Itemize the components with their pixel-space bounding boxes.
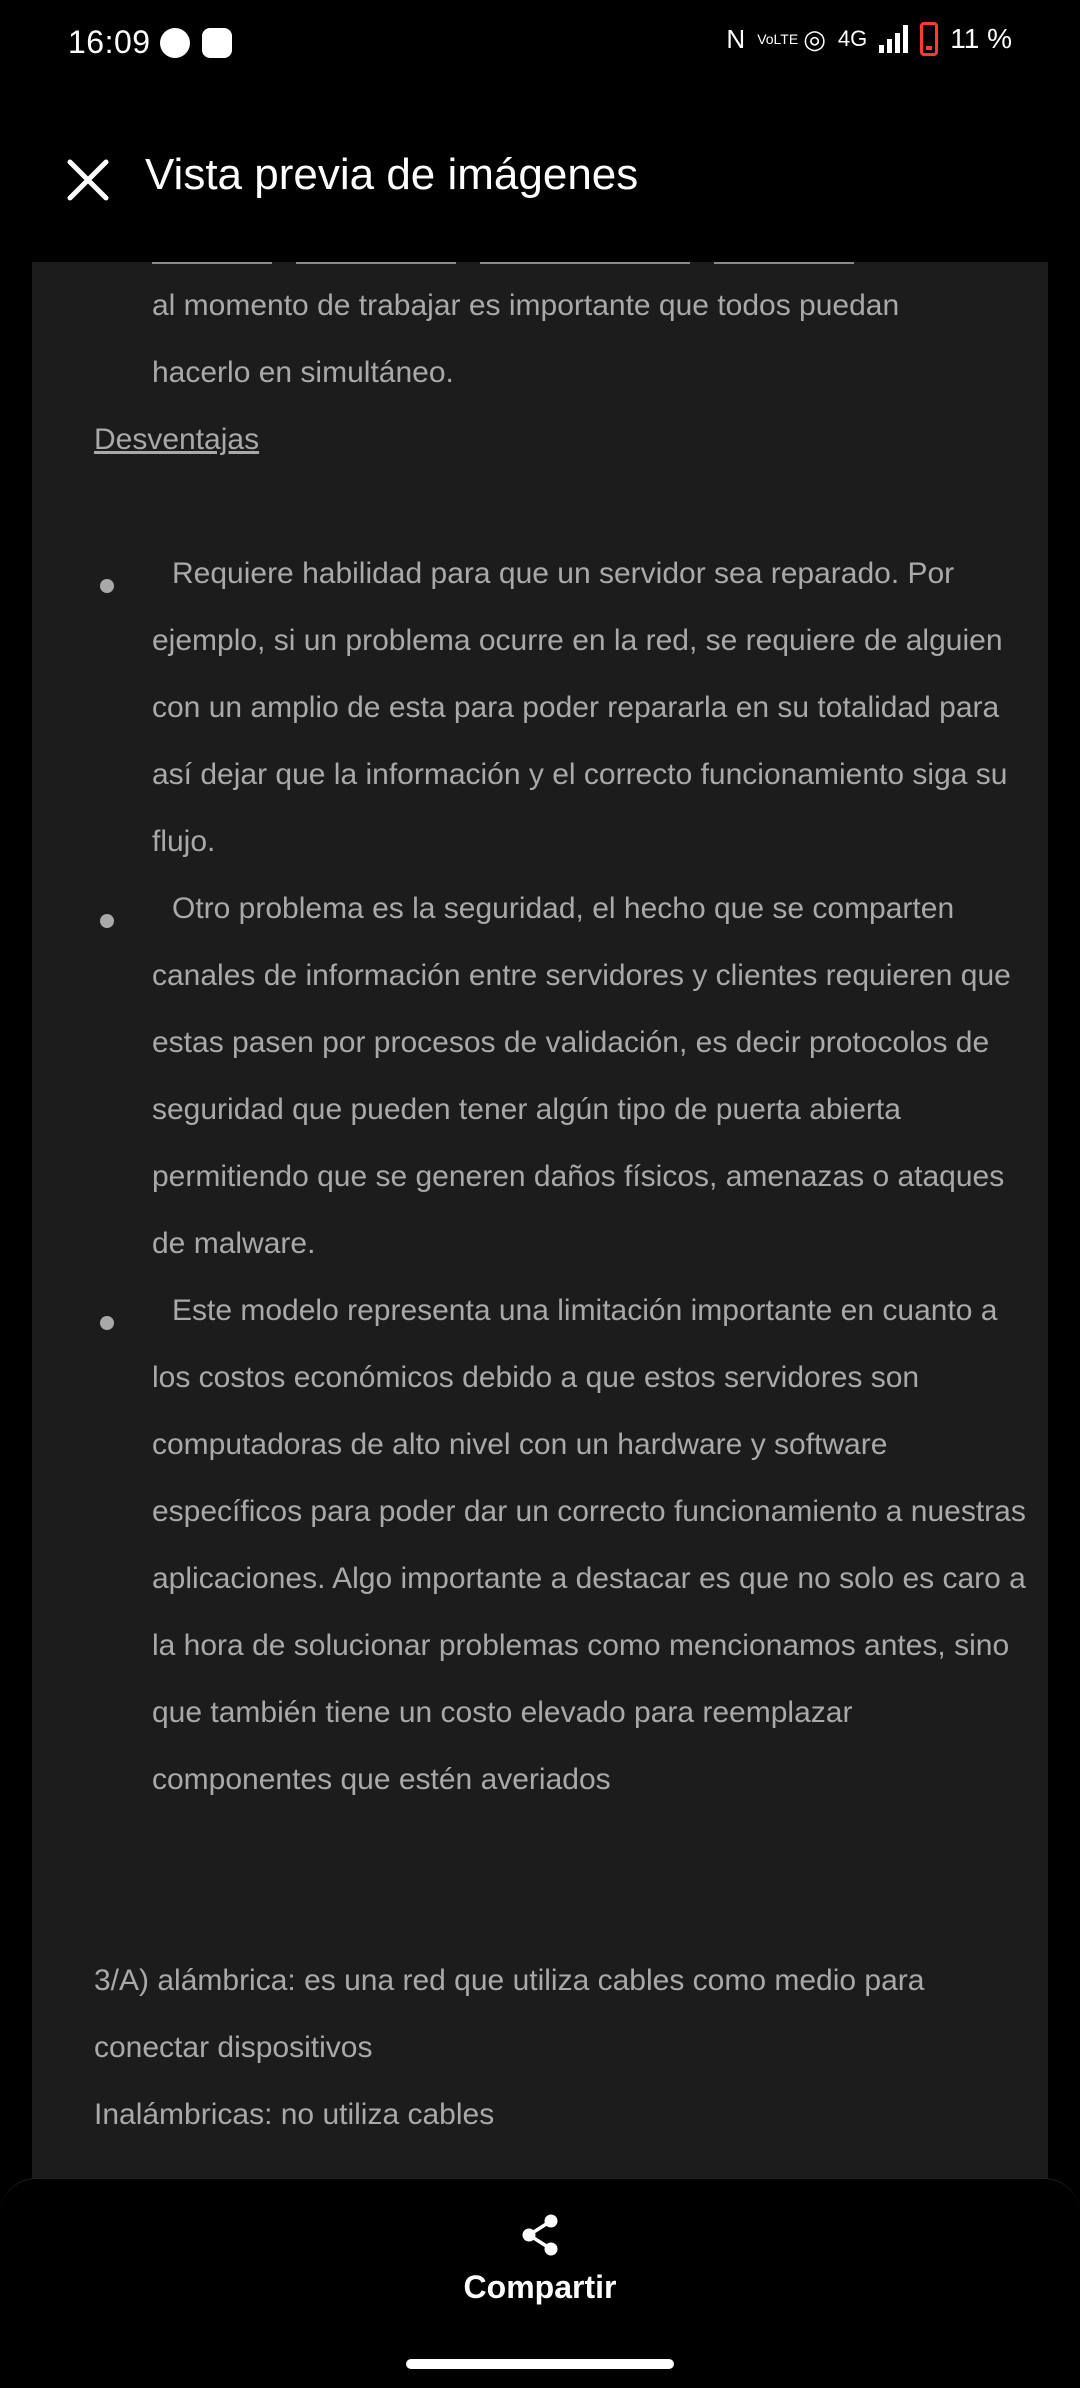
status-time: 16:09 (68, 24, 151, 60)
bullet-dot (100, 914, 114, 928)
wireless-text: Inalámbricas: no utiliza cables (94, 2098, 495, 2131)
image-preview[interactable] (32, 262, 1048, 2182)
close-icon[interactable] (62, 154, 114, 206)
section-3-text: 3/A) alámbrica: es una red que utiliza cables como medio para conectar dispositivos (94, 1964, 925, 2064)
bullet-dot (100, 579, 114, 593)
list-item: Requiere habilidad para que un servidor sea reparado. Por ejemplo, si un problema ocurre en la red, se requiere de alguien con un amplio de esta para poder repararla en su totalidad para así dejar que la información y el correcto funcionamiento siga su flujo. (152, 557, 1008, 858)
share-button[interactable]: Compartir (463, 2269, 617, 2305)
nfc-icon: N (726, 23, 746, 54)
hotspot-icon: ◎ (803, 23, 826, 54)
list-item: Otro problema es la seguridad, el hecho que se comparten canales de información entre servidores y clientes requieren que estas pasen por procesos de validación, es decir protocolos de seguridad que pueden tener algún tipo de puerta abierta permitiendo que se generen daños físicos, amenazas o ataques de malware. (152, 892, 1011, 1260)
edit-notification-icon (202, 28, 232, 58)
network-type: 4G (837, 26, 868, 51)
intro-line-1: al momento de trabajar es importante que todos puedan (152, 289, 900, 322)
disadvantages-heading: Desventajas (94, 423, 260, 456)
volte-icon: VoLTE (757, 31, 799, 47)
app-notification-icon (160, 28, 190, 58)
page-title: Vista previa de imágenes (145, 150, 639, 199)
notification-icons (160, 28, 232, 58)
status-bar (0, 0, 1080, 90)
list-item: Este modelo representa una limitación importante en cuanto a los costos económicos debido a que estos servidores son computadoras de alto nivel con un hardware y software específicos para poder dar un correcto funcionamiento a nuestras aplicaciones. Algo importante a destacar es que no solo es caro a la hora de solucionar problemas como mencionamos antes, sino que también tiene un costo elevado para reemplazar componentes que estén averiados (152, 1294, 1026, 1796)
battery-level: 11 % (950, 23, 1012, 54)
intro-line-2: hacerlo en simultáneo. (152, 356, 454, 389)
home-indicator[interactable] (406, 2359, 674, 2369)
signal-icon (879, 25, 908, 53)
status-right (726, 22, 1012, 56)
bottom-action-bar (0, 2178, 1080, 2388)
bullet-dot (100, 1316, 114, 1330)
app-bar (0, 120, 1080, 240)
share-icon[interactable] (520, 2213, 560, 2257)
battery-icon (920, 22, 938, 56)
